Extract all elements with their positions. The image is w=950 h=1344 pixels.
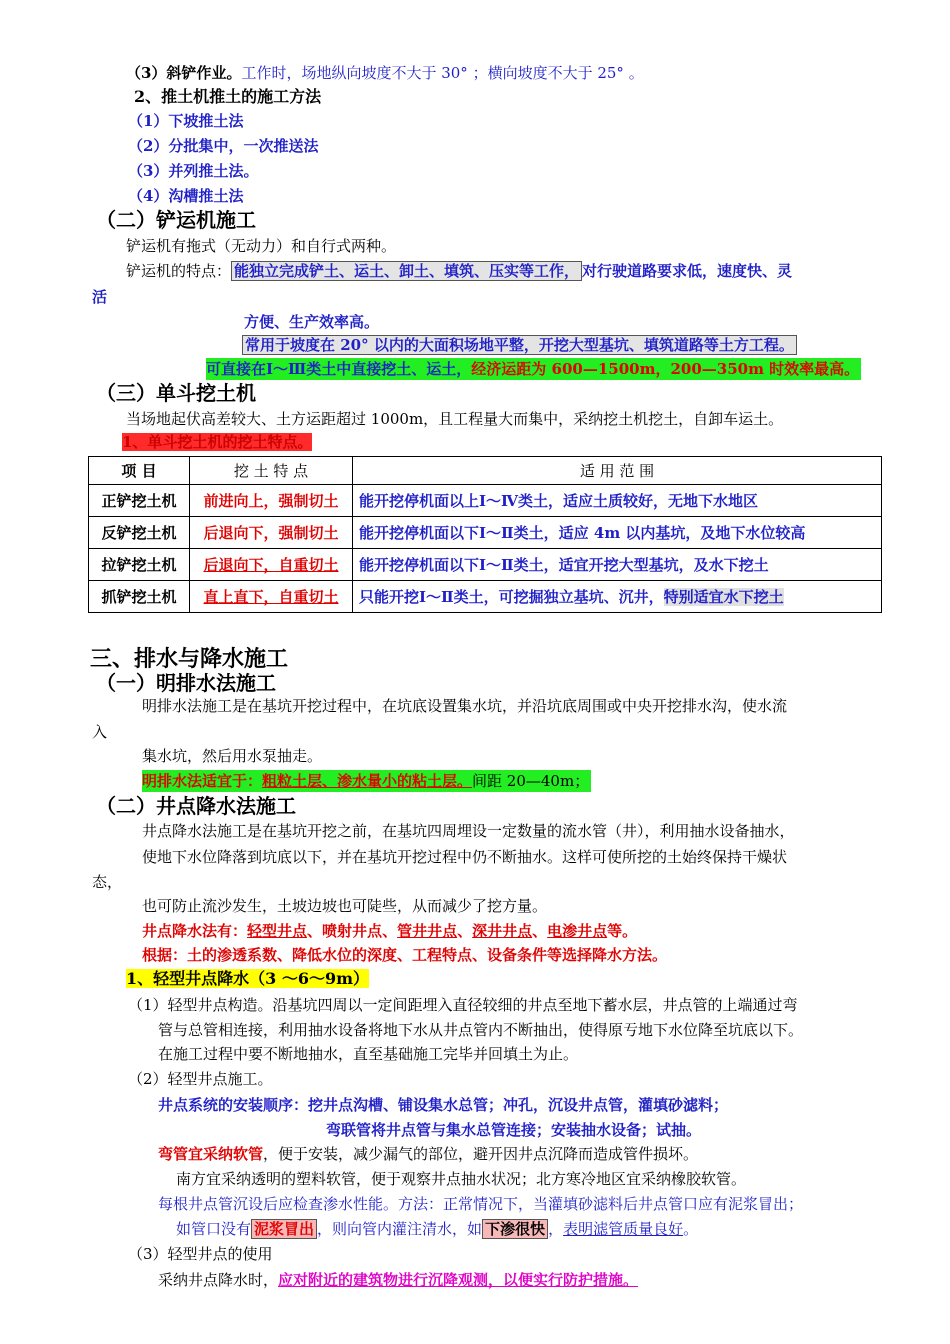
heading-open-drain: （一）明排水法施工: [96, 671, 276, 695]
well-p3: 也可防止流沙发生，土坡边坡也可陡些，从而减少了挖方量。: [142, 897, 548, 915]
heading-scraper: （二）铲运机施工: [96, 208, 256, 232]
shovel-op-label: （3）斜铲作业。: [126, 64, 242, 82]
open-drain-p1-wrap: 入: [92, 723, 108, 741]
scraper-direct-b: 经济运距为 600—1500m，200—350m 时效率最高。: [471, 360, 860, 378]
table-row: [89, 549, 882, 581]
scraper-features-label: 铲运机的特点：: [126, 262, 232, 280]
method-deep: 深井井点: [472, 922, 533, 940]
row-scope: 能开挖停机面以下Ⅰ～Ⅱ类土，适应 4m 以内基坑，及地下水位较高: [353, 517, 882, 549]
use-line: [158, 1269, 638, 1291]
th-item: 项 目: [89, 457, 190, 485]
row-scope: [353, 581, 882, 613]
check-e: ，: [548, 1220, 564, 1238]
row-feature: 后退向下，自重切土: [190, 549, 353, 581]
excavator-sub-text: 1、单斗挖土机的挖土特点。: [122, 433, 313, 451]
row-scope: 能开挖停机面以上Ⅰ～Ⅳ类土，适应土质较好，无地下水地区: [353, 485, 882, 517]
heading-bulldozer-methods: 2、推土机推土的施工方法: [134, 87, 322, 106]
row-scope-highlight: 特别适宜水下挖土: [663, 588, 784, 606]
scraper-direct: [206, 358, 861, 380]
sep: 、: [307, 922, 323, 940]
scraper-types: 铲运机有拖式（无动力）和自行式两种。: [126, 237, 397, 255]
check-mud: 泥浆冒出: [251, 1219, 317, 1239]
sep: 、: [457, 922, 473, 940]
heading-light-well: [126, 968, 369, 990]
open-drain-p1: 明排水法施工是在基坑开挖过程中，在坑底设置集水坑，并沿坑底周围或中央开挖排水沟，使水流: [142, 697, 788, 715]
check-g: 。: [683, 1220, 699, 1238]
hose-line-2: 南方宜采纳透明的塑料软管，便于观察井点抽水状况；北方寒冷地区宜采纳橡胶软管。: [176, 1170, 747, 1188]
row-name: 拉铲挖土机: [89, 549, 190, 581]
well-methods: [142, 920, 637, 942]
install-seq-2: 弯联管将井点管与集水总管连接；安装抽水设备；试抽。: [326, 1121, 702, 1139]
sep: 、: [382, 922, 398, 940]
scraper-features-wrap: 活: [92, 288, 108, 306]
use-a: 采纳井点降水时，: [158, 1271, 279, 1289]
row-scope-text: 只能开挖Ⅰ～Ⅱ类土，可挖掘独立基坑、沉井，: [359, 588, 664, 606]
hose-label: 弯管宜采纳软管: [158, 1145, 264, 1163]
sep: 、: [532, 922, 548, 940]
row-name: 正铲挖土机: [89, 485, 190, 517]
method-tube: 管井井点: [397, 922, 458, 940]
check-line-2: [176, 1218, 698, 1240]
well-p2-wrap: 态，: [92, 873, 123, 891]
row-name: 反铲挖土机: [89, 517, 190, 549]
open-suit-value: 粗粒土层、渗水量小的粘土层。: [262, 772, 473, 790]
scraper-use-boxed: 常用于坡度在 20° 以内的大面积场地平整，开挖大型基坑、填筑道路等土方工程。: [242, 335, 797, 355]
method-3: （3）并列推土法。: [128, 162, 259, 180]
method-jet: 喷射井点: [322, 922, 383, 940]
well-p1: 井点降水法施工是在基坑开挖之前，在基坑四周埋设一定数量的流水管（井），利用抽水设备抽水，: [142, 822, 795, 840]
row-feature: 后退向下，强制切土: [190, 517, 353, 549]
well-methods-label: 井点降水法有：: [142, 922, 248, 940]
table-row: [89, 485, 882, 517]
shovel-op-text: 工作时，场地纵向坡度不大于 30° ；横向坡度不大于 25° 。: [241, 64, 644, 82]
open-suit-label: 明排水法适宜于：: [142, 772, 263, 790]
sep: 等。: [607, 922, 638, 940]
light-well-text: 1、轻型井点降水（3 ～6～9m）: [126, 969, 370, 988]
check-c: ，则向管内灌注清水，如: [317, 1220, 483, 1238]
table-row: [89, 517, 882, 549]
hose-line: [158, 1143, 698, 1165]
open-suit-gap: 间距 20—40m；: [472, 772, 590, 790]
method-2: （2）分批集中，一次推送法: [128, 137, 319, 155]
check-good: 表明滤管质量良好: [563, 1220, 684, 1238]
check-a: 如管口没有: [176, 1220, 252, 1238]
th-scope: 适 用 范 围: [353, 457, 882, 485]
heading-excavator: （三）单斗挖土机: [96, 381, 256, 405]
method-light: 轻型井点: [247, 922, 308, 940]
method-1: （1）下坡推土法: [128, 112, 244, 130]
construct-2: 管与总管相连接，利用抽水设备将地下水从井点管内不断抽出，使得原亐地下水位降至坑底以下。: [158, 1021, 804, 1039]
use-heading: （3）轻型井点的使用: [128, 1245, 273, 1263]
th-feature: 挖 土 特 点: [190, 457, 353, 485]
row-feature: 直上直下，自重切土: [190, 581, 353, 613]
scraper-use: [242, 334, 797, 356]
check-fast: 下渗很快: [482, 1219, 548, 1239]
well-basis: 根据：土的渗透系数、降低水位的深度、工程特点、设备条件等选择降水方法。: [142, 946, 668, 964]
well-p2: 使地下水位降落到坑底以下，并在基坑开挖过程中仍不断抽水。这样可使所挖的土始终保持干燥状: [142, 848, 788, 866]
open-drain-suit: [142, 770, 591, 792]
install-seq-1: 井点系统的安装顺序：挖井点沟槽、铺设集水总管；冲孔，沉设井点管，灌填砂滤料；: [158, 1096, 729, 1114]
scraper-features-l2: 方便、生产效率高。: [244, 313, 380, 331]
hose-text: ，便于安装，减少漏气的部位，避开因井点沉降而造成管件损坏。: [263, 1145, 699, 1163]
scraper-features-boxed: 能独立完成铲土、运土、卸土、填筑、压实等工作，: [231, 261, 582, 281]
excavator-table: [88, 456, 882, 613]
excavator-sub: [122, 431, 312, 453]
row-name: 抓铲挖土机: [89, 581, 190, 613]
scraper-features-rest: 对行驶道路要求低，速度快、灵: [582, 262, 793, 280]
row-feature: 前进向上，强制切土: [190, 485, 353, 517]
table-row: [89, 581, 882, 613]
use-b: 应对附近的建筑物进行沉降观测，以便实行防护措施。: [278, 1271, 639, 1289]
check-line-1: 每根井点管沉设后应检查渗水性能。方法：正常情况下，当灌填砂滤料后井点管口应有泥浆冒出；: [158, 1195, 804, 1213]
table-header-row: [89, 457, 882, 485]
line-shovel-op: [126, 62, 644, 84]
construct-4: （2）轻型井点施工。: [128, 1070, 273, 1088]
construct-1: （1）轻型井点构造。沿基坑四周以一定间距埋入直径较细的井点至地下蓄水层，井点管的上端通过弯: [128, 996, 798, 1014]
row-scope: 能开挖停机面以下Ⅰ～Ⅱ类土，适宜开挖大型基坑，及水下挖土: [353, 549, 882, 581]
excavator-intro: 当场地起伏高差较大、土方运距超过 1000m，且工程量大而集中，采纳挖土机挖土，自卸车运土。: [126, 410, 784, 428]
method-4: （4）沟槽推土法: [128, 187, 244, 205]
method-electro: 电渗井点: [547, 922, 608, 940]
scraper-direct-a: 可直接在Ⅰ～Ⅲ类土中直接挖土、运土，: [206, 360, 472, 378]
heading-well-point: （二）井点降水法施工: [96, 794, 296, 818]
construct-3: 在施工过程中要不断地抽水，直至基础施工完毕并回填土为止。: [158, 1045, 579, 1063]
scraper-features: [126, 260, 792, 282]
heading-drainage: 三、排水与降水施工: [90, 646, 289, 672]
open-drain-p2: 集水坑，然后用水泵抽走。: [142, 747, 323, 765]
